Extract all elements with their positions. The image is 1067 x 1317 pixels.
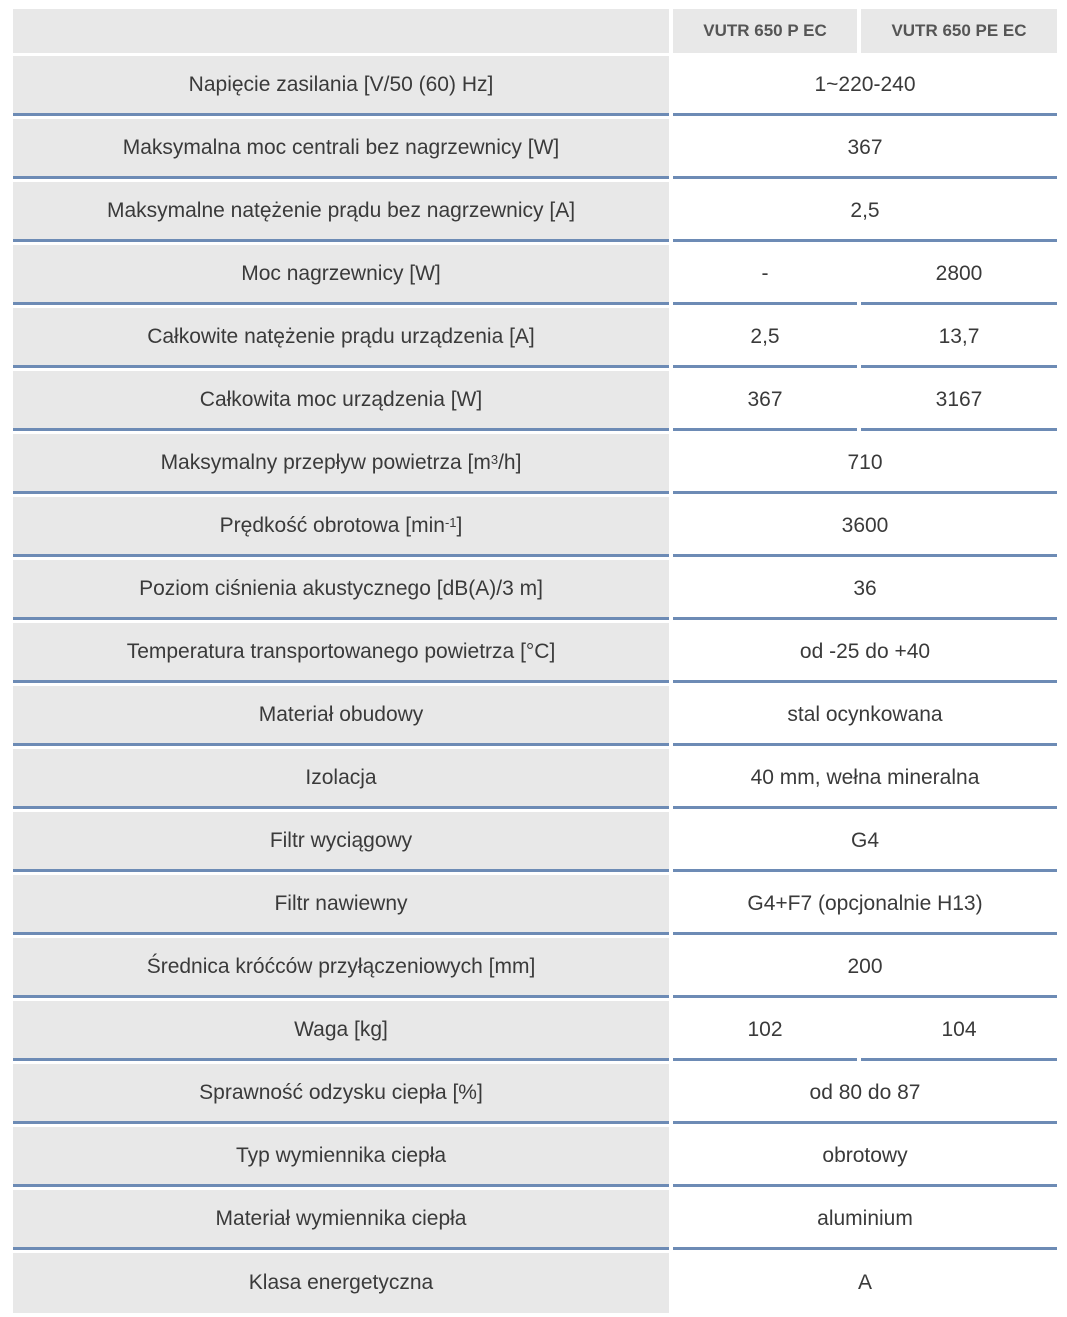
row-label: Moc nagrzewnicy [W] [13,245,669,305]
row-label: Waga [kg] [13,1001,669,1061]
header-empty-cell [13,9,669,53]
table-row [13,1253,1057,1313]
row-label: Temperatura transportowanego powietrza [°C] [13,623,669,683]
row-label: Poziom ciśnienia akustycznego [dB(A)/3 m] [13,560,669,620]
row-value: 36 [673,560,1057,620]
row-label: Maksymalne natężenie prądu bez nagrzewnicy [A] [13,182,669,242]
row-value-p: 367 [673,371,857,431]
row-value: obrotowy [673,1127,1057,1187]
table-row [13,497,1057,557]
row-value: 710 [673,434,1057,494]
row-label: Klasa energetyczna [13,1253,669,1313]
table-row [13,1127,1057,1187]
row-value-pe: 13,7 [861,308,1057,368]
table-row [13,875,1057,935]
row-label: Napięcie zasilania [V/50 (60) Hz] [13,56,669,116]
row-value: 40 mm, wełna mineralna [673,749,1057,809]
row-label: Maksymalna moc centrali bez nagrzewnicy [W] [13,119,669,179]
table-row [13,749,1057,809]
header-model-p: VUTR 650 P EC [673,9,857,53]
table-row [13,1190,1057,1250]
row-value-p: 2,5 [673,308,857,368]
row-value: A [673,1253,1057,1313]
row-value: 3600 [673,497,1057,557]
row-value: 200 [673,938,1057,998]
row-value: 2,5 [673,182,1057,242]
row-value: od -25 do +40 [673,623,1057,683]
row-label: Średnica króćców przyłączeniowych [mm] [13,938,669,998]
row-value-pe: 104 [861,1001,1057,1061]
row-value: od 80 do 87 [673,1064,1057,1124]
row-label: Materiał obudowy [13,686,669,746]
table-row [13,182,1057,242]
table-row [13,434,1057,494]
table-row [13,56,1057,116]
row-label: Maksymalny przepływ powietrza [m $^3$ /h] [13,434,669,494]
row-value: G4+F7 (opcjonalnie H13) [673,875,1057,935]
row-value: aluminium [673,1190,1057,1250]
row-value-p: 102 [673,1001,857,1061]
table-row [13,119,1057,179]
row-value-pe: 2800 [861,245,1057,305]
row-value: 367 [673,119,1057,179]
table-row [13,560,1057,620]
row-label: Izolacja [13,749,669,809]
table-row [13,686,1057,746]
table-header [13,9,1057,53]
row-value: 1~220-240 [673,56,1057,116]
table-row [13,1064,1057,1124]
spec-table [13,9,1057,1316]
row-label: Typ wymiennika ciepła [13,1127,669,1187]
header-model-pe: VUTR 650 PE EC [861,9,1057,53]
table-row [13,371,1057,431]
row-label: Całkowite natężenie prądu urządzenia [A] [13,308,669,368]
table-row [13,623,1057,683]
row-value-p: - [673,245,857,305]
table-row [13,245,1057,305]
row-value: stal ocynkowana [673,686,1057,746]
row-label: Filtr nawiewny [13,875,669,935]
table-row [13,1001,1057,1061]
table-row [13,938,1057,998]
row-label: Prędkość obrotowa [min $^{-1}$ ] [13,497,669,557]
table-row [13,812,1057,872]
row-label: Filtr wyciągowy [13,812,669,872]
row-label: Całkowita moc urządzenia [W] [13,371,669,431]
table-row [13,308,1057,368]
row-value: G4 [673,812,1057,872]
row-label: Sprawność odzysku ciepła [%] [13,1064,669,1124]
row-value-pe: 3167 [861,371,1057,431]
row-label: Materiał wymiennika ciepła [13,1190,669,1250]
